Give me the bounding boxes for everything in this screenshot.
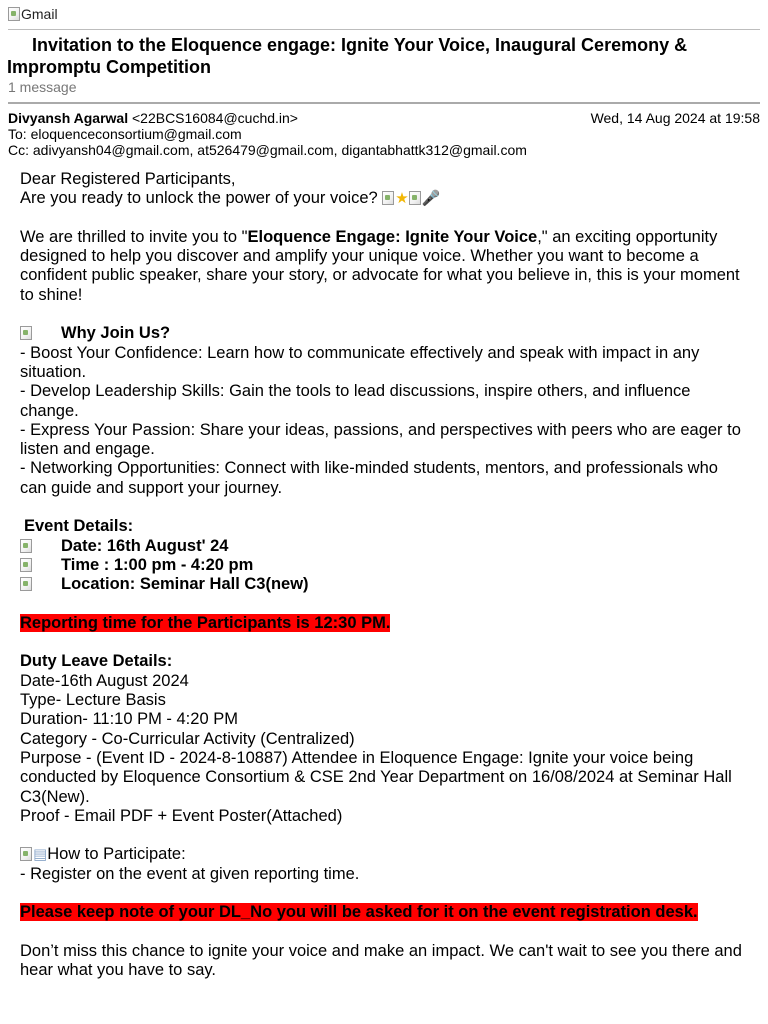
greeting: Dear Registered Participants,: [20, 170, 236, 188]
message-count: 1 message: [8, 79, 77, 95]
gmail-logo: [8, 4, 58, 24]
broken-image-icon: [20, 847, 32, 861]
why-heading: Why Join Us?: [61, 324, 171, 343]
invite-text-pre: We are thrilled to invite you to ": [20, 227, 248, 246]
duty-item: Duration- 11:10 PM - 4:20 PM: [20, 710, 238, 729]
broken-image-icon: [8, 7, 20, 21]
reporting-note: Reporting time for the Participants is 12:30 PM.: [20, 613, 391, 632]
why-item: - Boost Your Confidence: Learn how to communicate effectively and speak with impact in any situation.: [20, 343, 700, 381]
event-name: Eloquence Engage: Ignite Your Voice: [247, 227, 538, 246]
question-line: [20, 189, 745, 208]
dl-note-line: [20, 903, 745, 922]
event-item-date: [20, 537, 745, 556]
microphone-icon: 🎤: [421, 189, 441, 208]
header-divider: [8, 102, 760, 104]
sender: [8, 110, 298, 126]
closing-paragraph: Don’t miss this chance to ignite your voice and make an impact. We can't wait to see you there and hear what you have to say.: [20, 941, 742, 980]
sender-email[interactable]: <22BCS16084@cuchd.in>: [131, 110, 298, 126]
email-subject: Invitation to the Eloquence engage: Ignite Your Voice, Inaugural Ceremony & Impromptu Competition: [7, 35, 688, 77]
gmail-logo-alt-text: Gmail: [21, 6, 58, 22]
duty-heading: Duty Leave Details:: [20, 652, 173, 671]
broken-image-icon: [20, 558, 32, 572]
event-item-time: [20, 556, 745, 575]
why-heading-line: [20, 324, 745, 343]
sender-name: Divyansh Agarwal: [8, 110, 129, 126]
duty-item: Type- Lecture Basis: [20, 691, 166, 710]
cc-line: Cc: adivyansh04@gmail.com, at526479@gmail.com, digantabhattk312@gmail.com: [8, 142, 527, 158]
event-heading: Event Details:: [24, 517, 134, 536]
broken-image-icon: [20, 577, 32, 591]
broken-image-icon: [382, 191, 394, 205]
invite-paragraph: [20, 228, 745, 305]
why-item: - Develop Leadership Skills: Gain the tools to lead discussions, inspire others, and influence change.: [20, 382, 691, 420]
top-divider: [8, 29, 760, 30]
participate-heading: How to Participate:: [47, 845, 186, 864]
notepad-icon: ▤: [33, 845, 48, 864]
event-date: Date: 16th August' 24: [61, 536, 229, 555]
why-item: - Express Your Passion: Share your ideas, passions, and perspectives with peers who are eager to listen and engage.: [20, 420, 741, 459]
duty-item: Category - Co-Curricular Activity (Centralized): [20, 729, 355, 748]
email-body: [20, 170, 745, 980]
sparkle-star-icon: ★: [395, 189, 409, 208]
sent-date: Wed, 14 Aug 2024 at 19:58: [590, 110, 760, 126]
duty-item: Purpose - (Event ID - 2024-8-10887) Attendee in Eloquence Engage: Ignite your voice being conducted by Eloquence Consortium & CSE 2nd Year Department on 16/08/2024 at Seminar Hall C3(New).: [20, 748, 732, 806]
participate-item: - Register on the event at given reporting time.: [20, 864, 360, 883]
participate-heading-line: [20, 845, 745, 864]
duty-item: Proof - Email PDF + Event Poster(Attached): [20, 806, 343, 825]
invite-text-post: ," an exciting opportunity designed to help you discover and amplify your unique voice. Whether you want to become a confident public speaker, share your story, or advocate for what you believe in, this is your moment to shine!: [20, 227, 740, 304]
from-row: [8, 110, 760, 126]
event-location: Location: Seminar Hall C3(new): [61, 575, 309, 594]
broken-image-icon: [20, 539, 32, 553]
email-header: [8, 110, 760, 158]
duty-item: Date-16th August 2024: [20, 671, 189, 690]
dl-note: Please keep note of your DL_No you will be asked for it on the event registration desk.: [20, 903, 698, 922]
question-text: Are you ready to unlock the power of your voice?: [20, 189, 378, 208]
to-line: To: eloquenceconsortium@gmail.com: [8, 126, 242, 142]
why-item: - Networking Opportunities: Connect with like-minded students, mentors, and professionals who can guide and support your journey.: [20, 459, 718, 497]
event-time: Time : 1:00 pm - 4:20 pm: [61, 555, 254, 574]
broken-image-icon: [20, 326, 32, 340]
event-item-location: [20, 575, 745, 594]
reporting-note-line: [20, 614, 745, 633]
broken-image-icon: [409, 191, 421, 205]
